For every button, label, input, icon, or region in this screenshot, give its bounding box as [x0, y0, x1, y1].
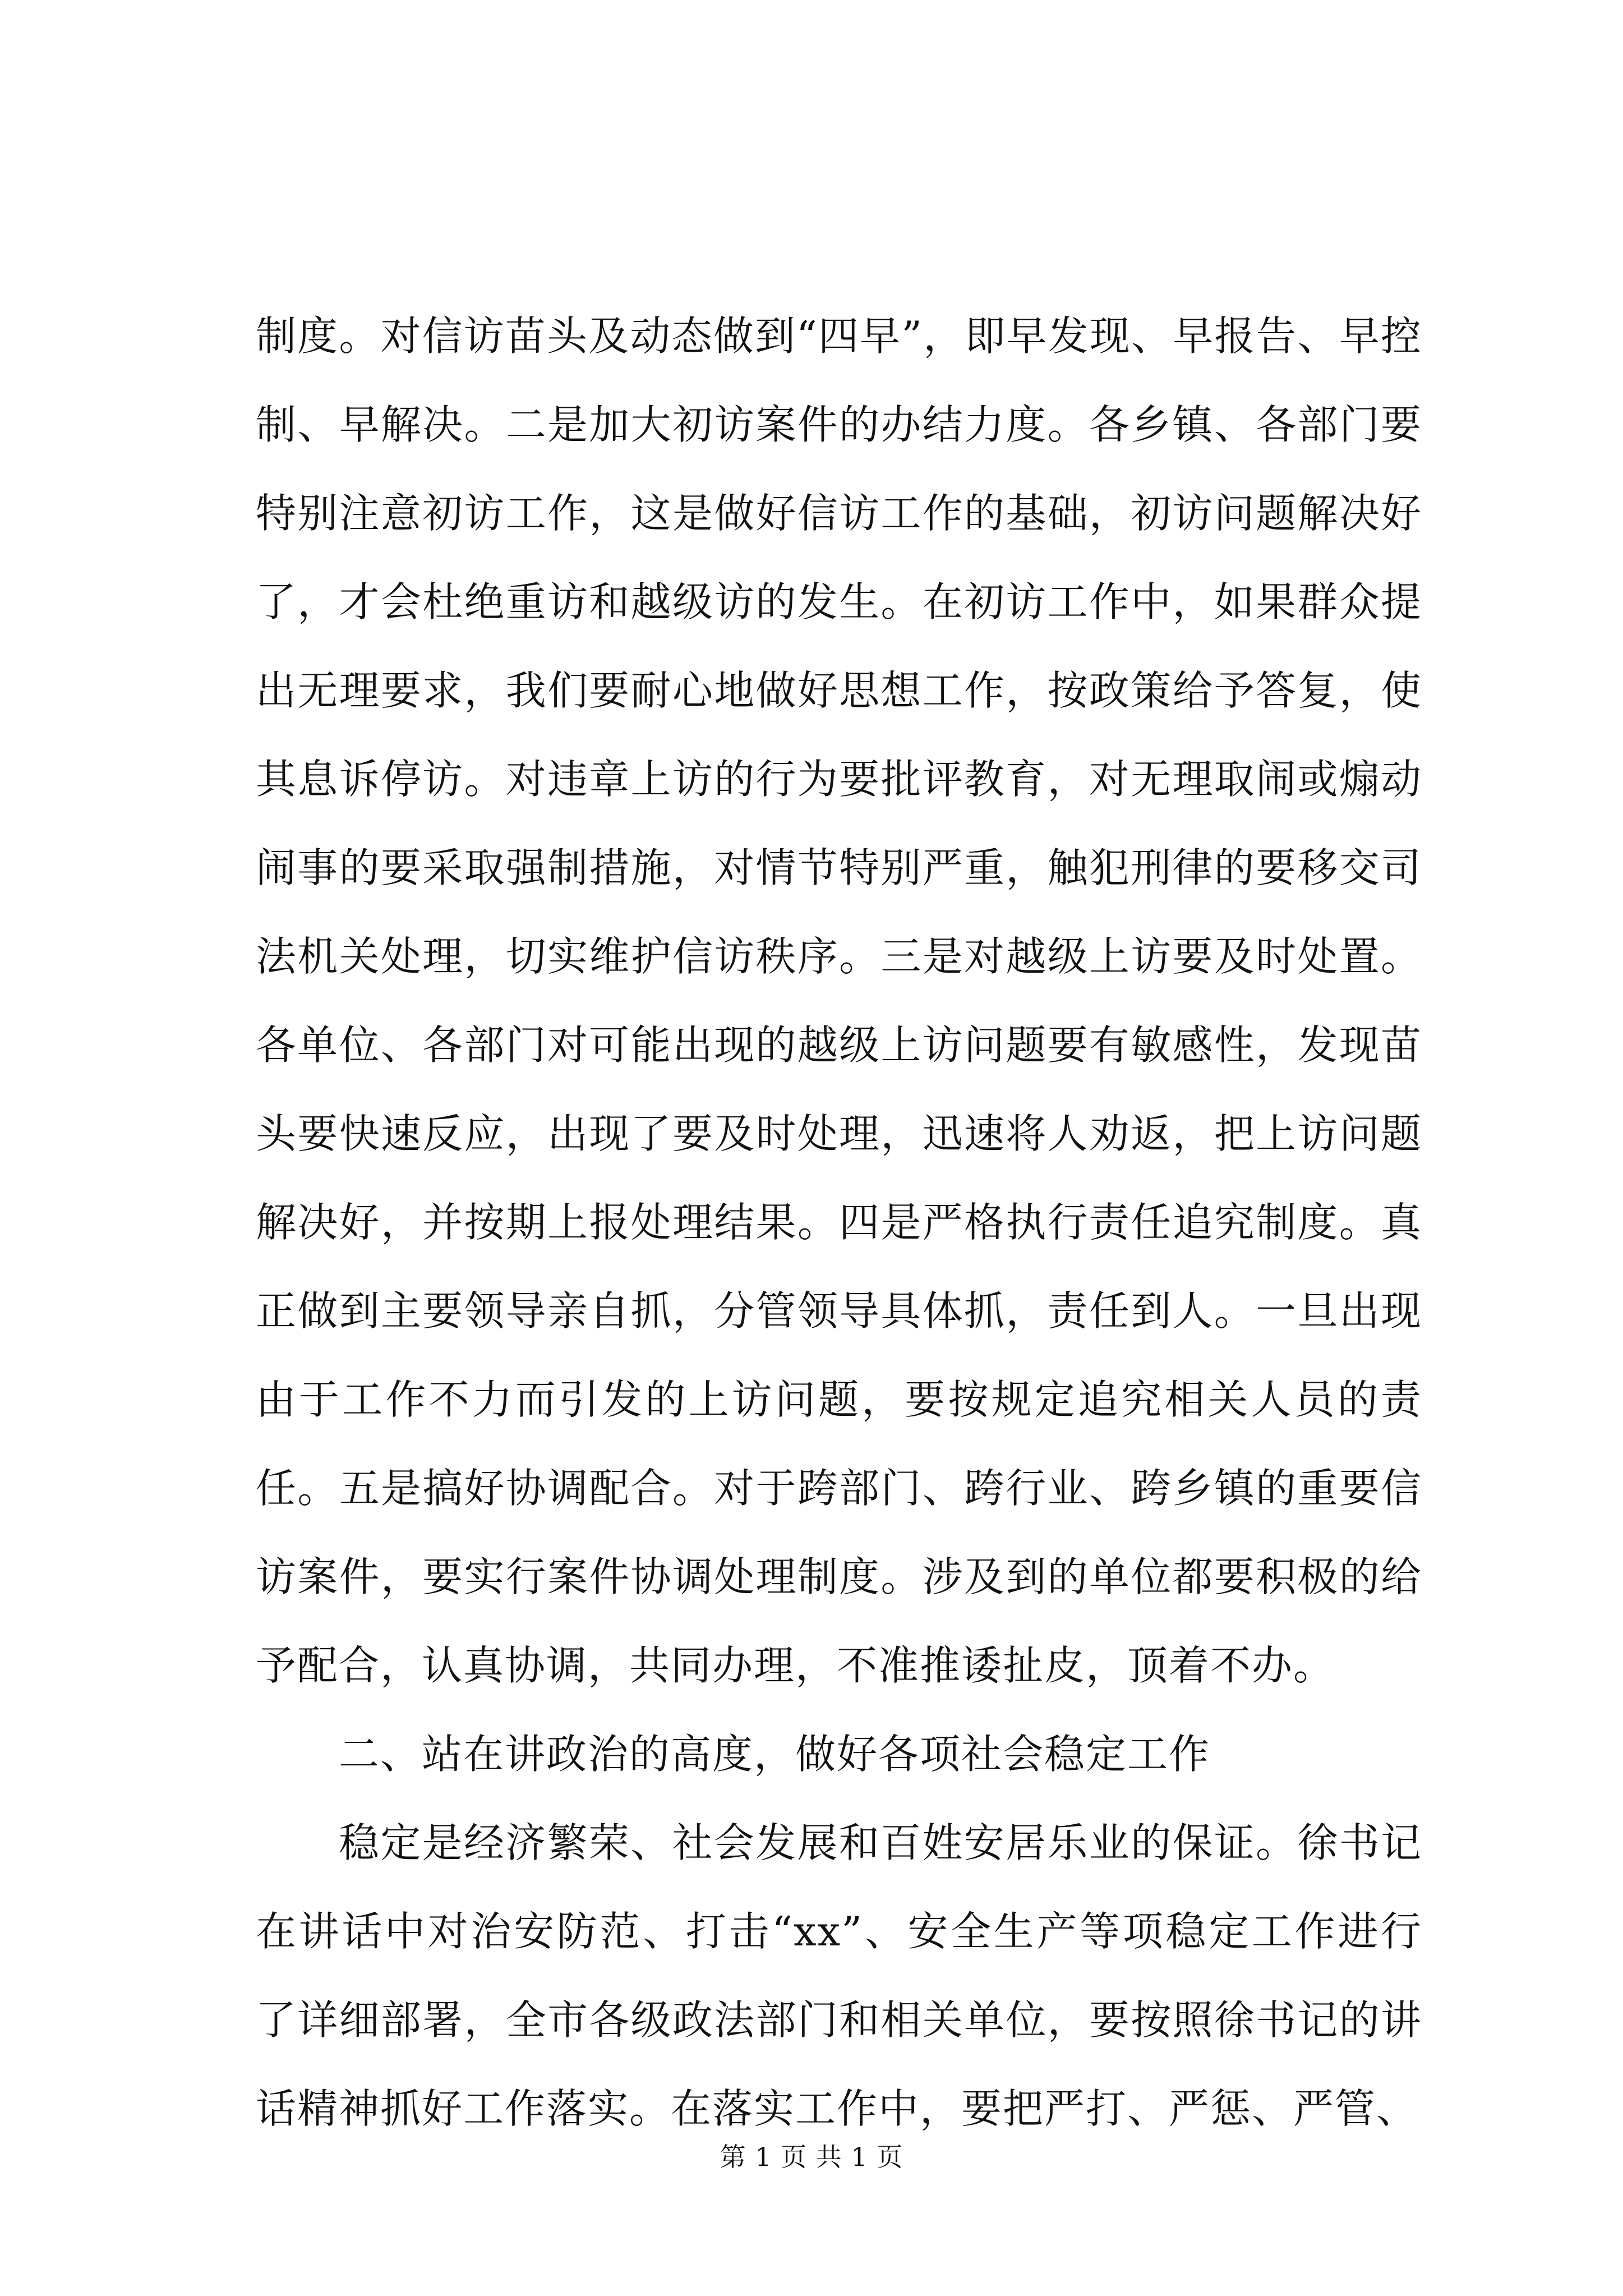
section-heading: 二、站在讲政治的高度，做好各项社会稳定工作: [339, 1731, 1211, 1778]
document-body: [256, 292, 1422, 2153]
page-footer: 第 1 页 共 1 页: [720, 2142, 903, 2172]
paragraph-petition-measures: 制度。对信访苗头及动态做到“四早”，即早发现、早报告、早控制、早解决。二是加大初访案件的办结力度。各乡镇、各部门要特别注意初访工作，这是做好信访工作的基础，初访问题解决好了，才会杜绝重访和越级访的发生。在初访工作中，如果群众提出无理要求，我们要耐心地做好思想工作，按政策给予答复，使其息诉停访。对违章上访的行为要批评教育，对无理取闹或煽动闹事的要采取强制措施，对情节特别严重，触犯刑律的要移交司法机关处理，切实维护信访秩序。三是对越级上访要及时处置。各单位、各部门对可能出现的越级上访问题要有敏感性，发现苗头要快速反应，出现了要及时处理，迅速将人劝返，把上访问题解决好，并按期上报处理结果。四是严格执行责任追究制度。真正做到主要领导亲自抓，分管领导具体抓，责任到人。一旦出现由于工作不力而引发的上访问题，要按规定追究相关人员的责任。五是搞好协调配合。对于跨部门、跨行业、跨乡镇的重要信访案件，要实行案件协调处理制度。涉及到的单位都要积极的给予配合，认真协调，共同办理，不准推诿扯皮，顶着不办。: [256, 312, 1422, 1689]
paragraph-stability: 稳定是经济繁荣、社会发展和百姓安居乐业的保证。徐书记在讲话中对治安防范、打击“xx”、安全生产等项稳定工作进行了详细部署，全市各级政法部门和相关单位，要按照徐书记的讲话精神抓好工作落实。在落实工作中，要把严打、严惩、严管、: [256, 1819, 1422, 2132]
